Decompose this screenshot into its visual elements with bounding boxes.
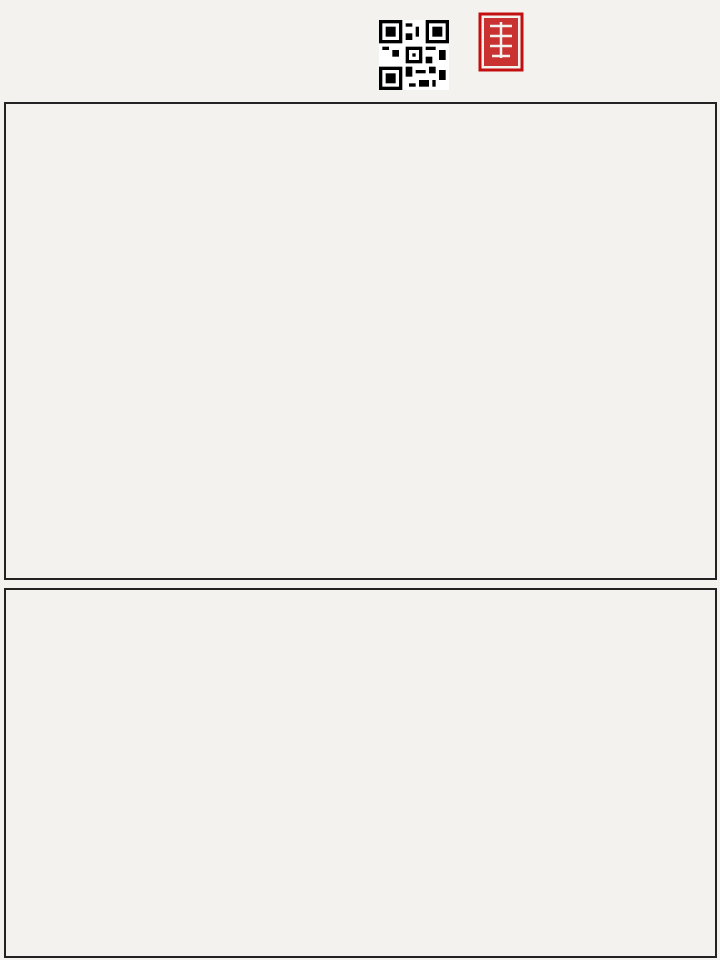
chart-header <box>0 0 720 100</box>
chart-main-panel <box>4 102 717 580</box>
qr-code-icon <box>379 20 449 90</box>
red-seal-stamp <box>478 12 524 72</box>
annual-luck-grid <box>4 588 717 958</box>
